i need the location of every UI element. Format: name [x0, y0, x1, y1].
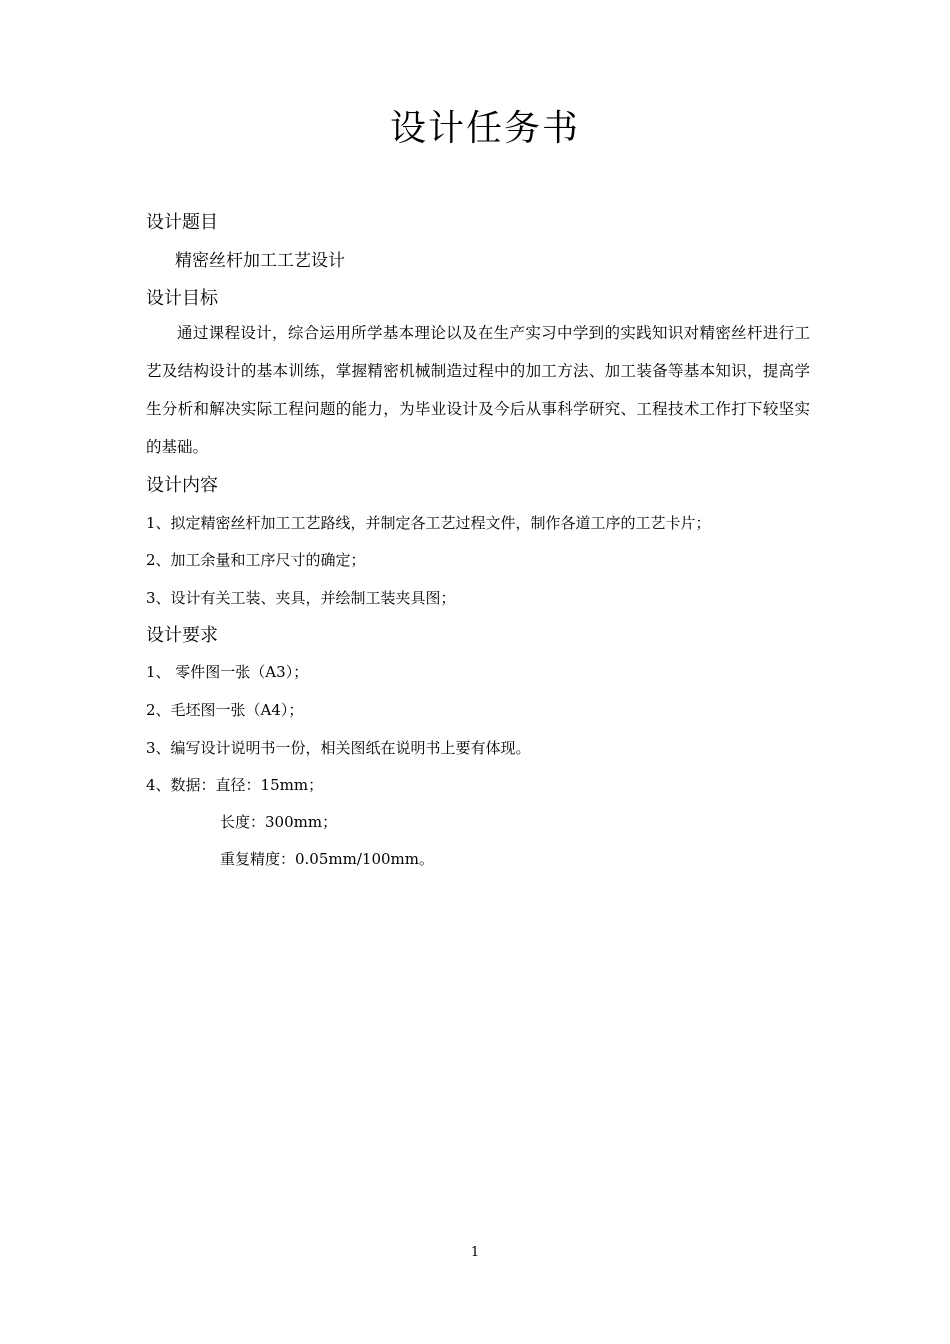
requirements-heading: 设计要求	[146, 625, 218, 646]
page-title: 设计任务书	[389, 108, 580, 149]
content-heading: 设计内容	[146, 475, 218, 496]
requirement-item-4: 4、数据：直径：15mm；	[146, 776, 324, 794]
requirement-item-1: 1、 零件图一张（A3）；	[146, 663, 309, 681]
requirement-length: 长度：300mm；	[220, 813, 338, 831]
content-item-1: 1、拟定精密丝杆加工工艺路线，并制定各工艺过程文件，制作各道工序的工艺卡片；	[146, 514, 711, 532]
topic-text: 精密丝杆加工工艺设计	[175, 251, 345, 271]
page-number: 1	[470, 1245, 480, 1260]
goal-heading: 设计目标	[146, 288, 218, 309]
content-item-2: 2、加工余量和工序尺寸的确定；	[146, 551, 366, 569]
requirement-precision: 重复精度：0.05mm/100mm。	[220, 850, 434, 868]
topic-heading: 设计题目	[146, 212, 218, 233]
content-item-3: 3、设计有关工装、夹具，并绘制工装夹具图；	[146, 589, 456, 607]
requirement-item-3: 3、编写设计说明书一份，相关图纸在说明书上要有体现。	[146, 739, 531, 757]
requirement-item-2: 2、毛坯图一张（A4）；	[146, 701, 304, 719]
goal-paragraph: 通过课程设计，综合运用所学基本理论以及在生产实习中学到的实践知识对精密丝杆进行工艺及结构设计的基本训练，掌握精密机械制造过程中的加工方法、加工装备等基本知识，提高学生分析和解决实际工程问题的能力，为毕业设计及今后从事科学研究、工程技术工作打下较坚实的基础。	[146, 324, 810, 456]
